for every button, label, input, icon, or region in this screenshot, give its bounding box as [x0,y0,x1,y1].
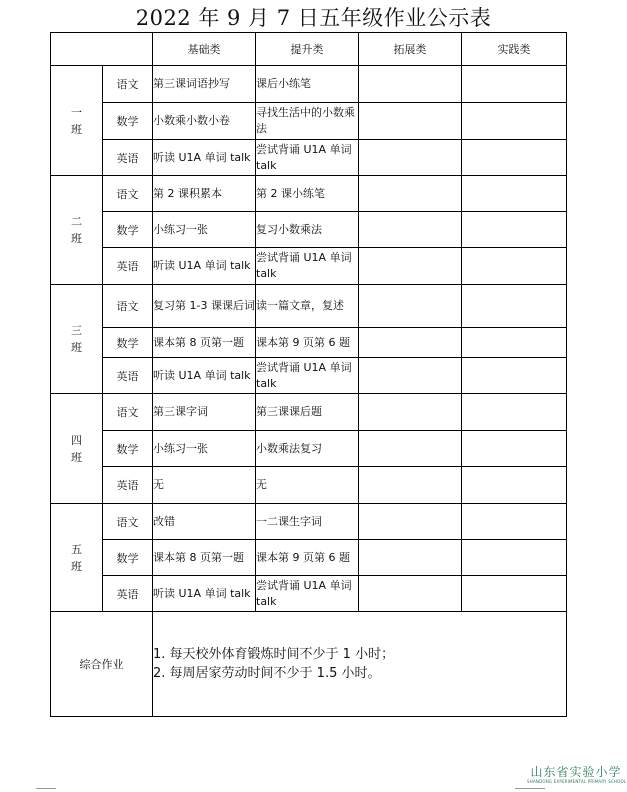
cell-basic: 听读 U1A 单词 talk [153,576,256,612]
cell-extended [359,212,462,248]
subject-cell: 英语 [103,467,153,504]
column-header-basic: 基础类 [153,33,256,66]
corner-cell [51,33,153,66]
cell-extended [359,540,462,576]
table-row [51,140,567,176]
subject-cell: 语文 [103,176,153,212]
subject-cell: 英语 [103,358,153,394]
cell-advanced: 小数乘法复习 [256,431,359,467]
table-row [51,431,567,467]
cell-advanced: 无 [256,467,359,504]
table-row [51,176,567,212]
cell-extended [359,328,462,358]
cell-extended [359,248,462,285]
class-name-char: 班 [71,341,82,354]
class-name-char: 一 [71,105,82,119]
class-name-cell [51,285,103,394]
cell-practice [462,103,567,140]
subject-cell: 数学 [103,212,153,248]
table-row [51,504,567,540]
subject-cell: 数学 [103,431,153,467]
subject-cell: 语文 [103,66,153,103]
page-title: 2022 年 9 月 7 日五年级作业公示表 [135,6,492,30]
page-corner-mark [36,788,56,789]
cell-extended [359,467,462,504]
cell-advanced: 课后小练笔 [256,66,359,103]
class-name-cell [51,504,103,612]
header-row [51,33,567,66]
class-name-char: 四 [71,433,82,447]
class-name-char: 班 [71,122,82,136]
summary-row [51,612,567,717]
cell-basic: 听读 U1A 单词 talk [153,140,256,176]
class-name-char: 五 [71,542,82,556]
cell-basic: 第 2 课积累本 [153,176,256,212]
table-row [51,467,567,504]
cell-practice [462,176,567,212]
cell-practice [462,66,567,103]
class-name-char: 班 [71,559,82,573]
subject-cell: 语文 [103,285,153,328]
cell-extended [359,176,462,212]
table-row [51,394,567,431]
cell-basic: 改错 [153,504,256,540]
cell-extended [359,431,462,467]
cell-extended [359,358,462,394]
summary-line: 1. 每天校外体育锻炼时间不少于 1 小时； [153,647,395,662]
subject-cell: 英语 [103,576,153,612]
cell-basic: 第三课字词 [153,394,256,431]
class-name-cell [51,176,103,285]
cell-practice [462,212,567,248]
table-row [51,248,567,285]
cell-advanced: 尝试背诵 U1A 单词 talk [256,358,359,394]
cell-basic: 听读 U1A 单词 talk [153,248,256,285]
cell-extended [359,394,462,431]
cell-practice [462,431,567,467]
class-name-cell [51,394,103,504]
column-header-practice: 实践类 [462,33,567,66]
table-row [51,103,567,140]
school-logo-name: 山东省实验小学 [530,765,622,779]
cell-basic: 课本第 8 页第一题 [153,328,256,358]
cell-practice [462,576,567,612]
cell-practice [462,285,567,328]
cell-advanced: 课本第 9 页第 6 题 [256,540,359,576]
cell-basic: 小练习一张 [153,431,256,467]
cell-advanced: 复习小数乘法 [256,212,359,248]
cell-extended [359,66,462,103]
cell-practice [462,358,567,394]
cell-advanced: 尝试背诵 U1A 单词 talk [256,248,359,285]
subject-cell: 英语 [103,140,153,176]
subject-cell: 语文 [103,504,153,540]
cell-advanced: 读一篇文章，复述 [256,285,359,328]
cell-advanced: 尝试背诵 U1A 单词 talk [256,576,359,612]
cell-practice [462,394,567,431]
summary-line: 2. 每周居家劳动时间不少于 1.5 小时。 [153,666,381,681]
cell-advanced: 第三课课后题 [256,394,359,431]
summary-content [153,612,567,717]
cell-basic: 课本第 8 页第一题 [153,540,256,576]
cell-practice [462,540,567,576]
table-row [51,358,567,394]
summary-label: 综合作业 [51,612,153,717]
cell-basic: 小数乘小数小卷 [153,103,256,140]
subject-cell: 数学 [103,540,153,576]
subject-cell: 数学 [103,328,153,358]
cell-advanced: 一二课生字词 [256,504,359,540]
cell-practice [462,328,567,358]
column-header-advanced: 提升类 [256,33,359,66]
cell-advanced: 寻找生活中的小数乘法 [256,103,359,140]
table-row [51,66,567,103]
cell-extended [359,576,462,612]
homework-table [50,32,567,717]
cell-advanced: 课本第 9 页第 6 题 [256,328,359,358]
cell-advanced: 第 2 课小练笔 [256,176,359,212]
cell-advanced: 尝试背诵 U1A 单词 talk [256,140,359,176]
page-corner-mark [515,788,545,789]
cell-basic: 第三课词语抄写 [153,66,256,103]
column-header-extended: 拓展类 [359,33,462,66]
class-name-cell [51,66,103,176]
subject-cell: 数学 [103,103,153,140]
cell-basic: 小练习一张 [153,212,256,248]
class-name-char: 三 [71,324,82,337]
school-logo-subtitle: SHANDONG EXPERIMENTAL PRIMARY SCHOOL [527,779,627,784]
table-row [51,328,567,358]
cell-practice [462,467,567,504]
subject-cell: 语文 [103,394,153,431]
cell-extended [359,140,462,176]
cell-basic: 复习第 1-3 课课后词 [153,285,256,328]
cell-extended [359,103,462,140]
cell-basic: 无 [153,467,256,504]
subject-cell: 英语 [103,248,153,285]
cell-extended [359,504,462,540]
class-name-char: 二 [71,215,82,228]
class-name-char: 班 [71,232,82,245]
table-row [51,576,567,612]
cell-practice [462,248,567,285]
cell-extended [359,285,462,328]
table-row [51,540,567,576]
cell-practice [462,504,567,540]
class-name-char: 班 [71,450,82,464]
table-row [51,285,567,328]
table-row [51,212,567,248]
school-logo [527,766,625,785]
cell-practice [462,140,567,176]
cell-basic: 听读 U1A 单词 talk [153,358,256,394]
